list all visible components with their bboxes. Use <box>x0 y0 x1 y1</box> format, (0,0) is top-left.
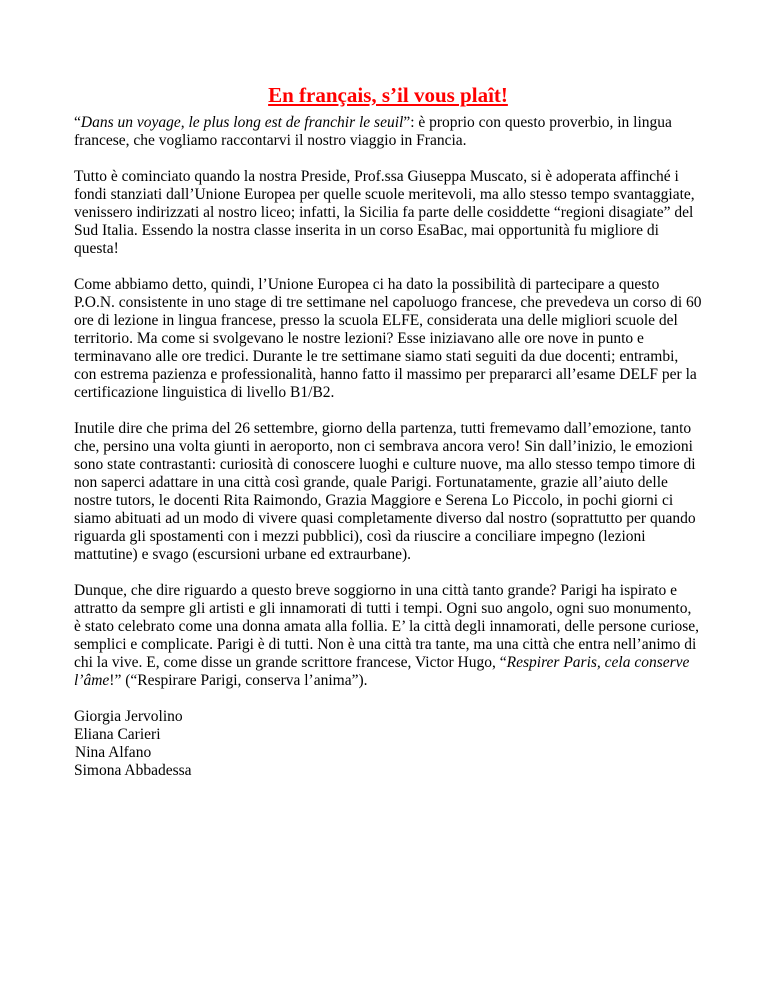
paragraph-preside: Tutto è cominciato quando la nostra Preside, Prof.ssa Giuseppa Muscato, si è adoperata affinché i fondi stanziati dall’Unione Europea per quelle scuole meritevoli, ma allo stesso tempo svantaggiate, venissero indirizzati al nostro liceo; infatti, la Sicilia fa parte delle cosiddette “regioni disagiate” del Sud Italia. Essendo la nostra classe inserita in un corso EsaBac, mai opportunità fu migliore di questa! <box>74 168 695 257</box>
closing-after-quote: !” (“Respirare Parigi, conserva l’anima”). <box>109 672 368 689</box>
signature-name: Simona Abbadessa <box>74 762 192 779</box>
document-page <box>74 83 702 780</box>
intro-paragraph <box>74 114 702 150</box>
document-title: En français, s’il vous plaît! <box>268 83 508 107</box>
signature-block <box>74 708 702 780</box>
closing-text: Dunque, che dire riguardo a questo breve soggiorno in una città tanto grande? Parigi ha ispirato e attratto da sempre gli artisti e gli innamorati di tutti i tempi. Ogni suo angolo, ogni suo monumento, è stato celebrato come una donna amata alla follia. E’ la città degli innamorati, delle persone curiose, semplici e complicate. Parigi è di tutti. Non è una città tra tante, ma una città che entra nell’animo di chi la vive. E, come disse un grande scrittore francese, Victor Hugo, “ <box>74 582 700 671</box>
closing-quote: Respirer Paris, cela conserve l’âme <box>74 654 690 689</box>
paragraph-stage: Come abbiamo detto, quindi, l’Unione Europea ci ha dato la possibilità di partecipare a questo P.O.N. consistente in uno stage di tre settimane nel capoluogo francese, che prevedeva un corso di 60 ore di lezione in lingua francese, presso la scuola ELFE, considerata una delle migliori scuole del territorio. Ma come si svolgevano le nostre lezioni? Esse iniziavano alle ore nove in punto e terminavano alle ore tredici. Durante le tre settimane siamo stati seguiti da due docenti; entrambi, con estrema pazienza e professionalità, hanno fatto il massimo per prepararci all’esame DELF per la certificazione linguistica di livello B1/B2. <box>74 276 702 401</box>
signature-name: Eliana Carieri <box>74 726 161 743</box>
signature-name: Nina Alfano <box>75 744 152 761</box>
signature-name: Giorgia Jervolino <box>74 708 183 725</box>
paragraph-departure: Inutile dire che prima del 26 settembre, giorno della partenza, tutti fremevamo dall’emozione, tanto che, persino una volta giunti in aeroporto, non ci sembrava ancora vero! Sin dall’inizio, le emozioni sono state contrastanti: curiosità di conoscere luoghi e culture nuove, ma allo stesso tempo timore di non saperci adattare in una città così grande, quale Parigi. Fortunatamente, grazie all’aiuto delle nostre tutors, le docenti Rita Raimondo, Grazia Maggiore e Serena Lo Piccolo, in pochi giorni ci siamo abituati ad un modo di vivere quasi completamente diverso dal nostro (soprattutto per quando riguarda gli spostamenti con i mezzi pubblici), così da riuscire a conciliare impegno (lezioni mattutine) e svago (escursioni urbane ed extraurbane). <box>74 420 696 563</box>
intro-open-quote: “ <box>74 114 81 131</box>
paragraph-closing <box>74 582 702 690</box>
intro-proverb: Dans un voyage, le plus long est de franchir le seuil <box>80 114 404 131</box>
intro-text: ”: è proprio con questo proverbio, in lingua francese, che vogliamo raccontarvi il nostro viaggio in Francia. <box>74 114 672 149</box>
